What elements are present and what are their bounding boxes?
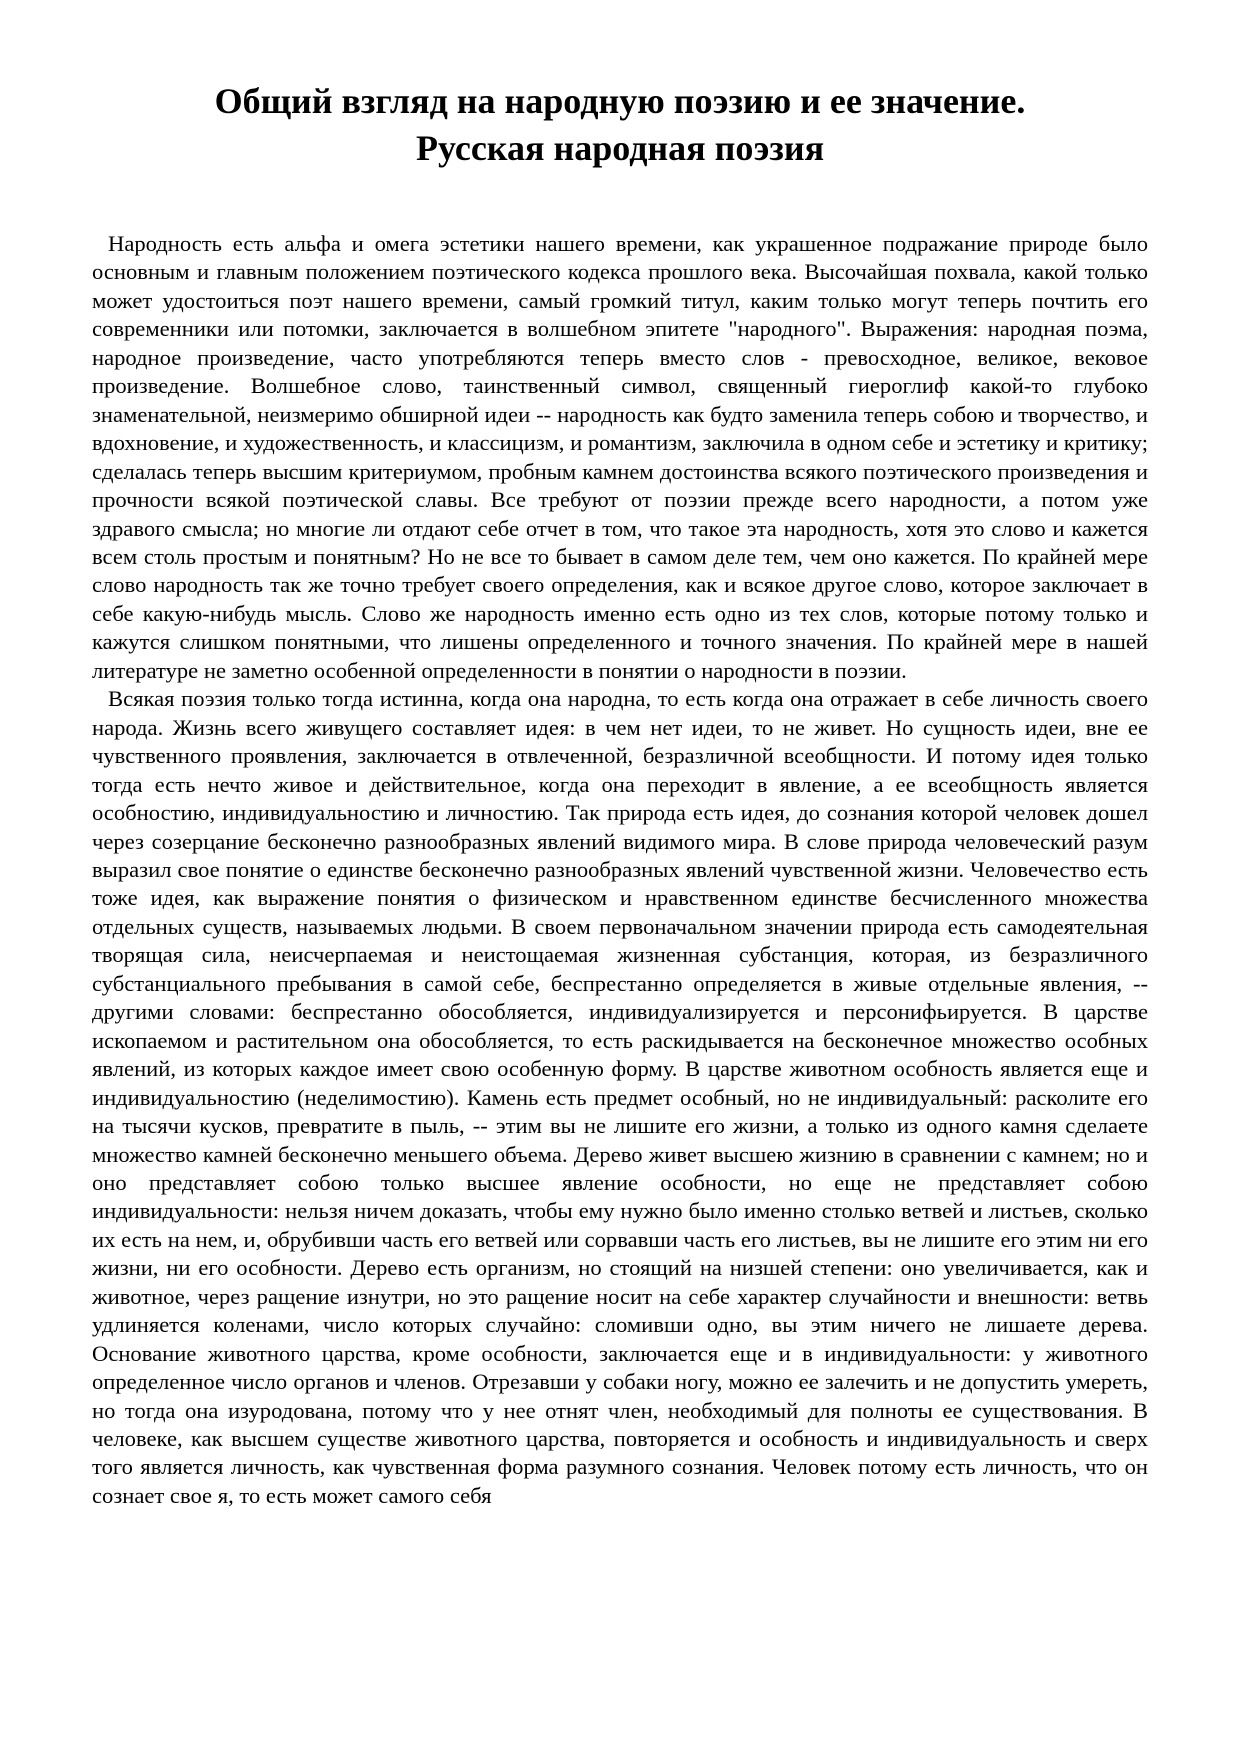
- title-line-1: Общий взгляд на народную поэзию и ее значение.: [214, 81, 1026, 121]
- paragraph-2: Всякая поэзия только тогда истинна, когда она народна, то есть когда она отражает в себе личность своего народа. Жизнь всего живущего составляет идея: в чем нет идеи, то не живет. Но сущность идеи, вне ее чувственного проявления, заключается в отвлеченной, безразличной всеобщности. И потому идея только тогда есть нечто живое и действительное, когда она переходит в явление, а ее всеобщность является особностию, индивидуальностию и личностию. Так природа есть идея, до сознания которой человек дошел через созерцание бесконечно разнообразных явлений видимого мира. В слове природа человеческий разум выразил свое понятие о единстве бесконечно разнообразных явлений чувственной жизни. Человечество есть тоже идея, как выражение понятия о физическом и нравственном единстве бесчисленного множества отдельных существ, называемых людьми. В своем первоначальном значении природа есть самодеятельная творящая сила, неисчерпаемая и неистощаемая жизненная субстанция, которая, из безразличного субстанциального пребывания в самой себе, беспрестанно определяется в живые отдельные явления, -- другими словами: беспрестанно обособляется, индивидуализируется и персонифьируется. В царстве ископаемом и растительном она обособляется, то есть раскидывается на бесконечное множество особных явлений, из которых каждое имеет свою особенную форму. В царстве животном особность является еще и индивидуальностию (неделимостию). Камень есть предмет особный, но не индивидуальный: расколите его на тысячи кусков, превратите в пыль, -- этим вы не лишите его жизни, а только из одного камня сделаете множество камней бесконечно меньшего объема. Дерево живет высшею жизнию в сравнении с камнем; но и оно представляет собою только высшее явление особности, но еще не представляет собою индивидуальности: нельзя ничем доказать, чтобы ему нужно было именно столько ветвей и листьев, сколько их есть на нем, и, обрубивши часть его ветвей или сорвавши часть его листьев, вы не лишите его этим ни его жизни, ни его особности. Дерево есть организм, но стоящий на низшей степени: оно увеличивается, как и животное, через ращение изнутри, но это ращение носит на себе характер случайности и внешности: ветвь удлиняется коленами, число которых случайно: сломивши одно, вы этим ничего не лишаете дерева. Основание животного царства, кроме особности, заключается еще и в индивидуальности: у животного определенное число органов и членов. Отрезавши у собаки ногу, можно ее залечить и не допустить умереть, но тогда она изуродована, потому что у нее отнят член, необходимый для полноты ее существования. В человеке, как высшем существе животного царства, повторяется и особность и индивидуальность и сверх того является личность, как чувственная форма разумного сознания. Человек потому есть личность, что он сознает свое я, то есть может самого себя: [92, 686, 1148, 1508]
- document-title: [60, 78, 1180, 172]
- body-text: [92, 230, 1148, 1510]
- title-line-2: Русская народная поэзия: [415, 128, 825, 168]
- paragraph-1: Народность есть альфа и омега эстетики нашего времени, как украшенное подражание природе было основным и главным положением поэтического кодекса прошлого века. Высочайшая похвала, какой только может удостоиться поэт нашего времени, самый громкий титул, каким только могут теперь почтить его современники или потомки, заключается в волшебном эпитете "народного". Выражения: народная поэма, народное произведение, часто употребляются теперь вместо слов - превосходное, великое, вековое произведение. Волшебное слово, таинственный символ, священный гиероглиф какой-то глубоко знаменательной, неизмеримо обширной идеи -- народность как будто заменила теперь собою и творчество, и вдохновение, и художественность, и классицизм, и романтизм, заключила в одном себе и эстетику и критику; сделалась теперь высшим критериумом, пробным камнем достоинства всякого поэтического произведения и прочности всякой поэтической славы. Все требуют от поэзии прежде всего народности, а потом уже здравого смысла; но многие ли отдают себе отчет в том, что такое эта народность, хотя это слово и кажется всем столь простым и понятным? Но не все то бывает в самом деле тем, чем оно кажется. По крайней мере слово народность так же точно требует своего определения, как и всякое другое слово, которое заключает в себе какую-нибудь мысль. Слово же народность именно есть одно из тех слов, которые потому только и кажутся слишком понятными, что лишены определенного и точного значения. По крайней мере в нашей литературе не заметно особенной определенности в понятии о народности в поэзии.: [92, 231, 1148, 683]
